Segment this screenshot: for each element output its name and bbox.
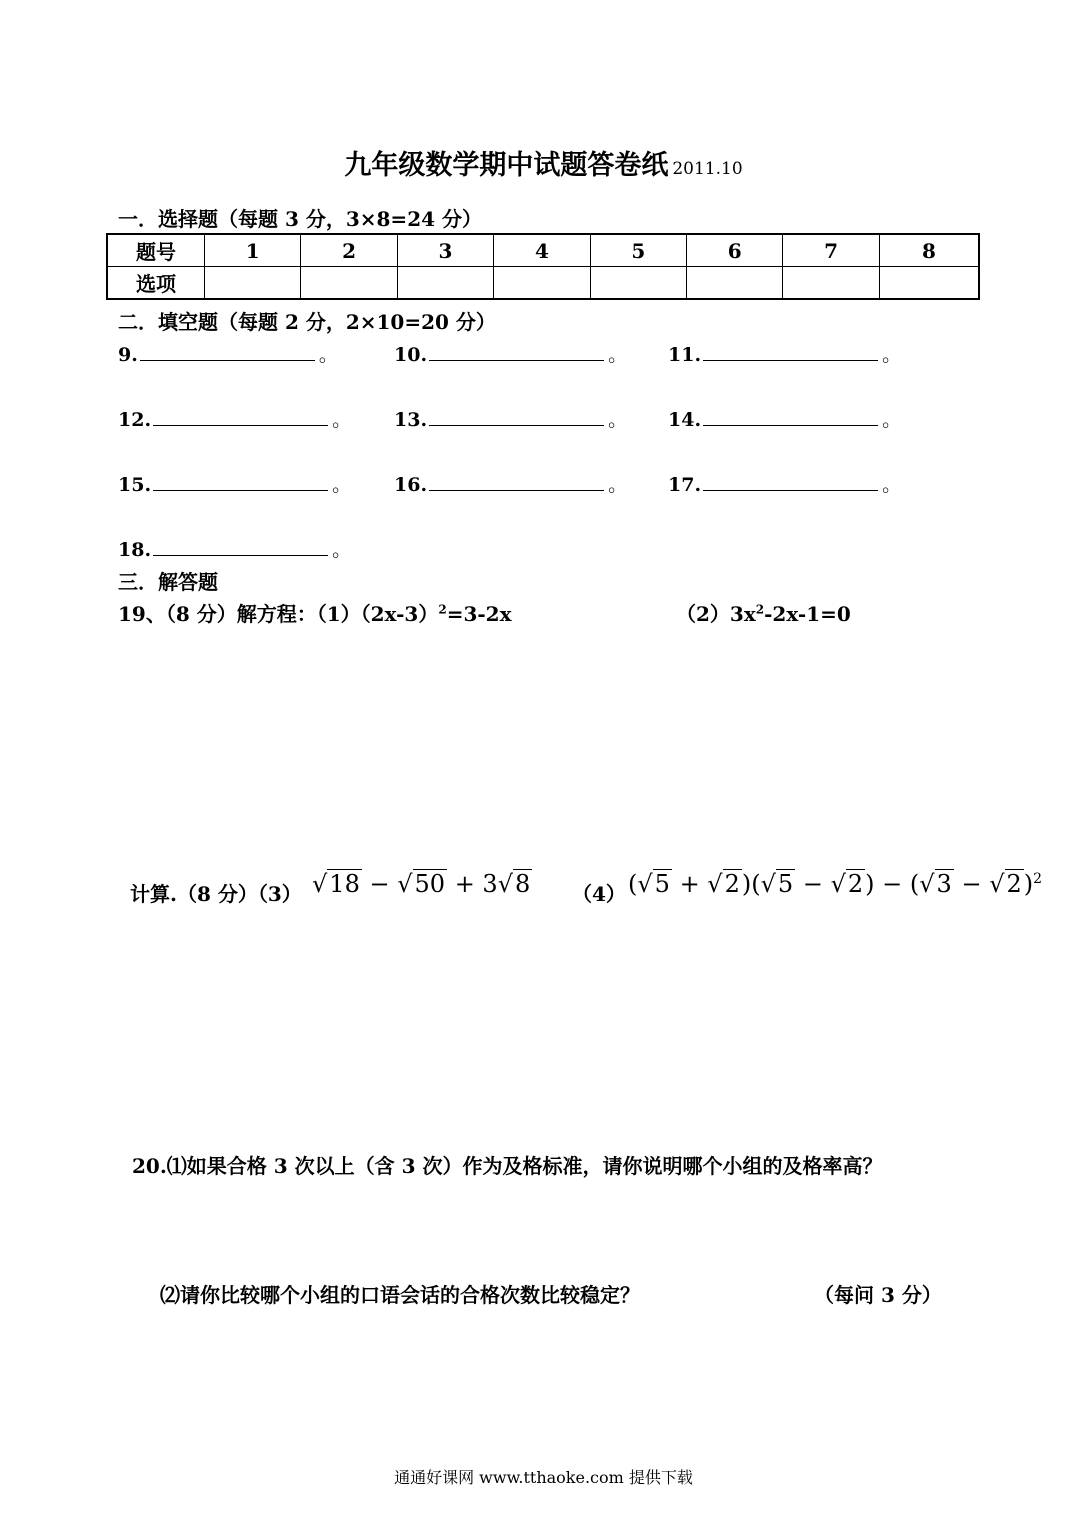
answer-line[interactable] xyxy=(703,470,878,491)
blank-item-9[interactable]: 9. 。 xyxy=(118,340,338,367)
table-cell-number: 2 xyxy=(301,234,397,267)
question-19-part1: 19、（8 分）解方程：$(1)(2x-3)^2=3-2x$ xyxy=(118,602,512,626)
table-cell-number: 7 xyxy=(783,234,879,267)
answer-cell[interactable] xyxy=(687,267,783,300)
title-date: 2011.10 xyxy=(672,159,743,179)
answer-cell[interactable] xyxy=(301,267,397,300)
question-19-part2: $(2)3x^2-2x-1=0$ xyxy=(676,602,851,626)
blank-item-12[interactable]: 12. 。 xyxy=(118,405,351,432)
table-cell-number: 1 xyxy=(205,234,301,267)
answer-cell[interactable] xyxy=(783,267,879,300)
answer-cell[interactable] xyxy=(205,267,301,300)
answer-line[interactable] xyxy=(703,405,878,426)
answer-table xyxy=(106,233,980,300)
answer-line[interactable] xyxy=(153,405,328,426)
section3-heading: 三．解答题 xyxy=(118,570,218,594)
question-20-part1: 20.⑴如果合格 3 次以上（含 3 次）作为及格标准，请你说明哪个小组的及格率高？ xyxy=(132,1154,883,1178)
table-cell-number: 5 xyxy=(590,234,686,267)
blank-item-13[interactable]: 13. 。 xyxy=(394,405,627,432)
table-row-numbers xyxy=(107,234,979,267)
calc-expression-3: √18 − √50 + 3√8 xyxy=(312,870,531,898)
answer-line[interactable] xyxy=(140,340,315,361)
answer-line[interactable] xyxy=(429,470,604,491)
answer-line[interactable] xyxy=(153,535,328,556)
blank-item-16[interactable]: 16. 。 xyxy=(394,470,627,497)
answer-line[interactable] xyxy=(429,340,604,361)
answer-cell[interactable] xyxy=(590,267,686,300)
calc-label: 计算.（8 分）（3） xyxy=(130,882,302,906)
table-cell-number: 8 xyxy=(879,234,979,267)
question-20-score-note: （每问 3 分） xyxy=(814,1283,942,1307)
answer-line[interactable] xyxy=(429,405,604,426)
blank-item-10[interactable]: 10. 。 xyxy=(394,340,627,367)
answer-cell[interactable] xyxy=(879,267,979,300)
table-header-number: 题号 xyxy=(107,234,205,267)
table-cell-number: 6 xyxy=(687,234,783,267)
section2-heading: 二．填空题（每题 2 分，2×10=20 分） xyxy=(118,310,496,334)
table-row-answers xyxy=(107,267,979,300)
blank-item-14[interactable]: 14. 。 xyxy=(668,405,901,432)
answer-line[interactable] xyxy=(703,340,878,361)
blank-item-11[interactable]: 11. 。 xyxy=(668,340,901,367)
section1-heading: 一．选择题（每题 3 分，3×8=24 分） xyxy=(118,207,482,231)
page-title xyxy=(0,143,1087,182)
footer-credit: 通通好课网 www.tthaoke.com 提供下载 xyxy=(394,1468,693,1487)
table-cell-number: 3 xyxy=(397,234,493,267)
blank-item-15[interactable]: 15. 。 xyxy=(118,470,351,497)
title-main: 九年级数学期中试题答卷纸 xyxy=(344,150,669,181)
calc-label-4: （4） xyxy=(572,882,626,906)
table-header-option: 选项 xyxy=(107,267,205,300)
table-cell-number: 4 xyxy=(494,234,590,267)
calc-expression-4: $(√5 + √2)(√5 - √2) - (√3 - √2)^2$ xyxy=(628,870,1043,898)
blank-item-17[interactable]: 17. 。 xyxy=(668,470,901,497)
question-20-part2: ⑵请你比较哪个小组的口语会话的合格次数比较稳定？ xyxy=(160,1283,640,1307)
answer-cell[interactable] xyxy=(494,267,590,300)
answer-line[interactable] xyxy=(153,470,328,491)
blank-item-18[interactable]: 18. 。 xyxy=(118,535,351,562)
answer-cell[interactable] xyxy=(397,267,493,300)
